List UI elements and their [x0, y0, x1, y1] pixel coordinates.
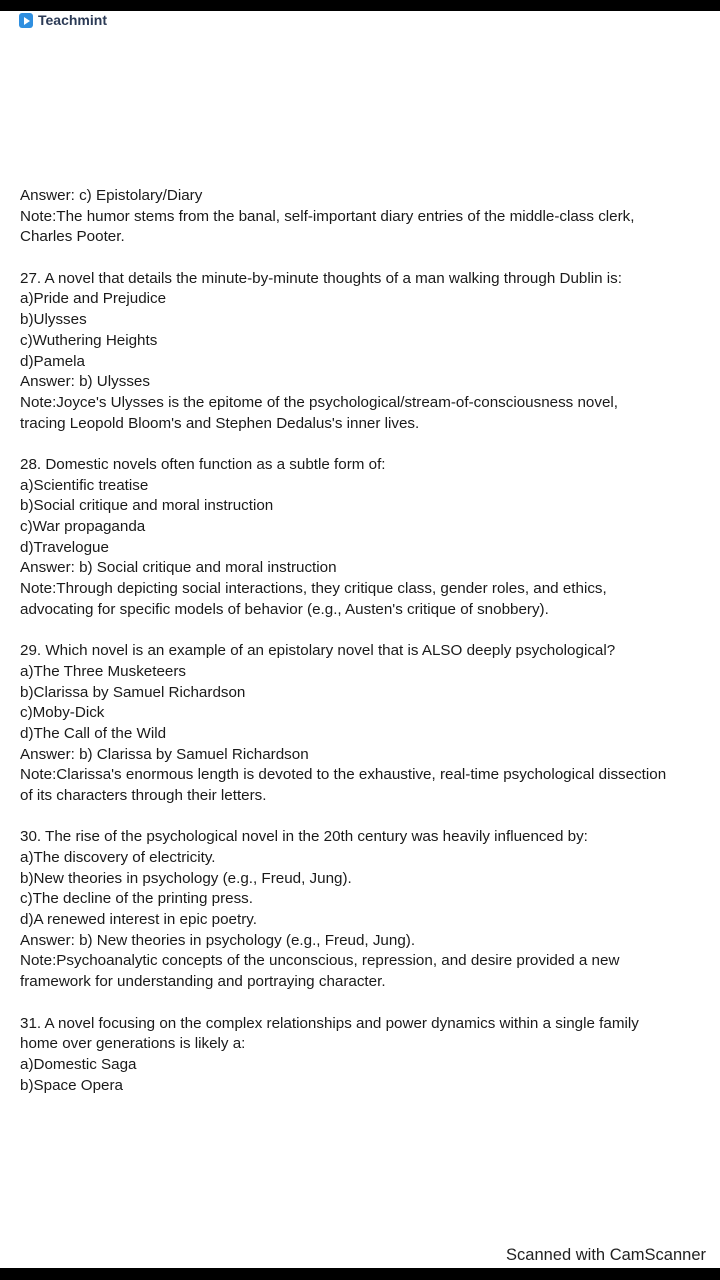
document-body [20, 186, 715, 1096]
text-line: of its characters through their letters. [20, 786, 267, 804]
text-line: a)The discovery of electricity. [20, 849, 216, 866]
text-line: d)Pamela [20, 352, 85, 370]
text-line: Answer: b) Social critique and moral instruction [20, 559, 337, 577]
text-line: 27. A novel that details the minute-by-minute thoughts of a man walking through Dublin is: [20, 269, 622, 287]
text-line: framework for understanding and portraying character. [20, 973, 386, 991]
text-line: Note:Through depicting social interactions, they critique class, gender roles, and ethics, [20, 580, 607, 598]
text-line: Note:Joyce's Ulysses is the epitome of the psychological/stream-of-consciousness novel, [20, 393, 619, 411]
text-line: b)Clarissa by Samuel Richardson [20, 683, 246, 701]
text-line: Answer: c) Epistolary/Diary [20, 187, 203, 204]
text-line: a)Pride and Prejudice [20, 290, 167, 308]
text-line: 28. Domestic novels often function as a subtle form of: [20, 455, 386, 473]
teachmint-logo [19, 12, 107, 28]
blank-line [20, 248, 715, 269]
text-line: d)Travelogue [20, 538, 109, 556]
blank-line [20, 993, 715, 1014]
blank-line [20, 807, 715, 828]
blank-line [20, 434, 715, 455]
text-line: 31. A novel focusing on the complex relationships and power dynamics within a single family [20, 1014, 639, 1032]
logo-text: Teachmint [38, 12, 107, 28]
text-line: a)The Three Musketeers [20, 662, 187, 680]
text-line: Note:Psychoanalytic concepts of the unconscious, repression, and desire provided a new [20, 952, 620, 970]
camscanner-watermark: Scanned with CamScanner [506, 1246, 706, 1264]
text-line: b)Ulysses [20, 311, 87, 329]
teachmint-logo-icon [19, 13, 33, 28]
text-line: Answer: b) New theories in psychology (e.g., Freud, Jung). [20, 931, 416, 949]
text-line: c)War propaganda [20, 518, 146, 535]
text-line: Answer: b) Clarissa by Samuel Richardson [20, 745, 309, 763]
text-line: tracing Leopold Bloom's and Stephen Dedalus's inner lives. [20, 414, 420, 432]
text-line: Note:Clarissa's enormous length is devoted to the exhaustive, real-time psychological dissection [20, 766, 667, 784]
text-line: 30. The rise of the psychological novel in the 20th century was heavily influenced by: [20, 828, 588, 846]
text-line: c)Wuthering Heights [20, 331, 158, 349]
text-line: 29. Which novel is an example of an epistolary novel that is ALSO deeply psychological? [20, 642, 616, 660]
text-line: Answer: b) Ulysses [20, 373, 150, 391]
text-line: a)Scientific treatise [20, 476, 149, 494]
text-line: home over generations is likely a: [20, 1035, 246, 1053]
blank-line [20, 620, 715, 641]
text-line: Charles Pooter. [20, 228, 125, 246]
text-line: d)A renewed interest in epic poetry. [20, 911, 257, 929]
text-line: Note:The humor stems from the banal, self-important diary entries of the middle-class clerk, [20, 207, 635, 225]
text-line: advocating for specific models of behavior (e.g., Austen's critique of snobbery). [20, 600, 549, 618]
text-line: a)Domestic Saga [20, 1055, 137, 1073]
text-line: b)Social critique and moral instruction [20, 497, 274, 515]
text-line: b)New theories in psychology (e.g., Freud, Jung). [20, 869, 352, 887]
text-line: c)The decline of the printing press. [20, 890, 253, 908]
text-line: d)The Call of the Wild [20, 724, 167, 742]
bottom-bar [0, 1268, 720, 1280]
text-line: b)Space Opera [20, 1076, 123, 1094]
text-line: c)Moby-Dick [20, 704, 105, 722]
top-bar [0, 0, 720, 11]
